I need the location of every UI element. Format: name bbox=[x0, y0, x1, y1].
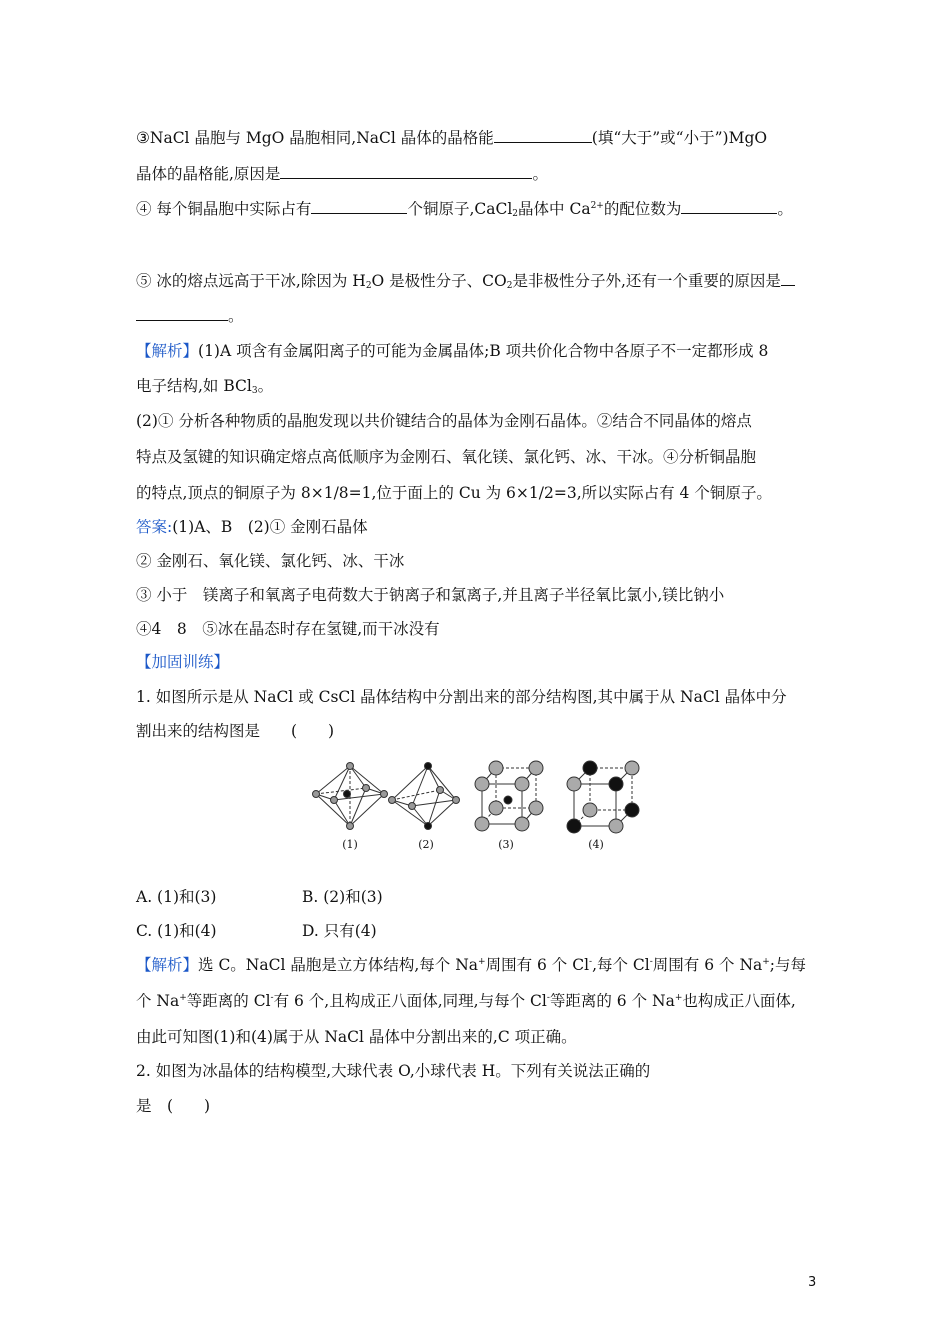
page-number: 3 bbox=[808, 1275, 817, 1290]
analysis2-line3: 由此可知图(1)和(4)属于从 NaCl 晶体中分割出来的,C 项正确。 bbox=[136, 1028, 577, 1046]
q5-line1: ⑤ 冰的熔点远高于干冰,除因为 $H_2O$ 是极性分子、$CO_2$是非极性分子外,还有一个重要的原因是 bbox=[136, 271, 795, 291]
analysis1-line4: 特点及氢键的知识确定熔点高低顺序为金刚石、氧化镁、氯化钙、冰、干冰。④分析铜晶胞 bbox=[136, 448, 757, 466]
reinforce-title: 【加固训练】 bbox=[136, 653, 230, 671]
answer-line3: ③ 小于 镁离子和氧离子电荷数大于钠离子和氯离子,并且离子半径氧比氯小,镁比钠小 bbox=[136, 586, 725, 604]
q2-line1: 2. 如图为冰晶体的结构模型,大球代表 O,小球代表 H。下列有关说法正确的 bbox=[136, 1062, 651, 1080]
q1-line2: 割出来的结构图是 ( ) bbox=[136, 722, 335, 740]
answer-line4: ④4 8 ⑤冰在晶态时存在氢键,而干冰没有 bbox=[136, 620, 440, 638]
option-b[interactable]: B. (2)和(3) bbox=[302, 888, 383, 906]
option-a[interactable]: A. (1)和(3) bbox=[136, 888, 217, 906]
analysis1-line5: 的特点,顶点的铜原子为 8×1/8=1,位于面上的 Cu 为 6×1/2=3,所以实际占有 4 个铜原子。 bbox=[136, 484, 772, 502]
fig-label-2: (2) bbox=[418, 838, 434, 851]
analysis2-line1: 【解析】选 C。NaCl 晶胞是立方体结构,每个 Na+周围有 6 个 Cl-,每个 Cl-周围有 6 个 Na+;与每 bbox=[136, 956, 807, 974]
analysis-tag: 【解析】 bbox=[136, 956, 199, 974]
answer-blank bbox=[136, 306, 228, 321]
q4-line: ④ 每个铜晶胞中实际占有 个铜原子,CaCl$_2$晶体中 $Ca^{2+}$的配位数为 。 bbox=[136, 200, 793, 219]
analysis1-line1: 【解析】(1)A 项含有金属阳离子的可能为金属晶体;B 项共价化合物中各原子不一定都形成 8 bbox=[136, 342, 769, 360]
structure-1 bbox=[313, 763, 388, 830]
q1-line1: 1. 如图所示是从 NaCl 或 CsCl 晶体结构中分割出来的部分结构图,其中属于从 NaCl 晶体中分 bbox=[136, 688, 787, 706]
fig-label-3: (3) bbox=[498, 838, 514, 851]
analysis-tag: 【解析】 bbox=[136, 342, 199, 360]
fig-label-4: (4) bbox=[588, 838, 604, 851]
structure-4 bbox=[567, 761, 639, 833]
answer-blank bbox=[781, 271, 795, 286]
option-c[interactable]: C. (1)和(4) bbox=[136, 922, 217, 940]
q3-line1: ③NaCl 晶胞与 MgO 晶胞相同,NaCl 晶体的晶格能 (填“大于”或“小于”)MgO bbox=[136, 129, 768, 147]
answer-label: 答案: bbox=[136, 518, 173, 536]
crystal-structure-figure bbox=[306, 756, 646, 852]
analysis1-line2: 电子结构,如 BCl$_3$。 bbox=[136, 377, 274, 396]
q2-line2: 是 ( ) bbox=[136, 1097, 211, 1115]
answer-line2: ② 金刚石、氧化镁、氯化钙、冰、干冰 bbox=[136, 552, 405, 570]
q3-line2: 晶体的晶格能,原因是 。 bbox=[136, 165, 548, 183]
answer-blank bbox=[681, 199, 777, 214]
analysis1-line3: (2)① 分析各种物质的晶胞发现以共价键结合的晶体为金刚石晶体。②结合不同晶体的熔点 bbox=[136, 412, 752, 430]
answer-line1: 答案:(1)A、B (2)① 金刚石晶体 bbox=[136, 518, 368, 536]
answer-blank bbox=[280, 164, 532, 179]
answer-blank bbox=[494, 128, 592, 143]
answer-blank bbox=[311, 199, 407, 214]
q5-line2: 。 bbox=[136, 306, 244, 326]
structure-3 bbox=[475, 761, 543, 831]
fig-label-1: (1) bbox=[342, 838, 358, 851]
option-d[interactable]: D. 只有(4) bbox=[302, 922, 377, 940]
analysis2-line2: 个 Na+等距离的 Cl-有 6 个,且构成正八面体,同理,与每个 Cl-等距离的 6 个 Na+也构成正八面体, bbox=[136, 992, 796, 1010]
structure-2 bbox=[389, 763, 460, 830]
